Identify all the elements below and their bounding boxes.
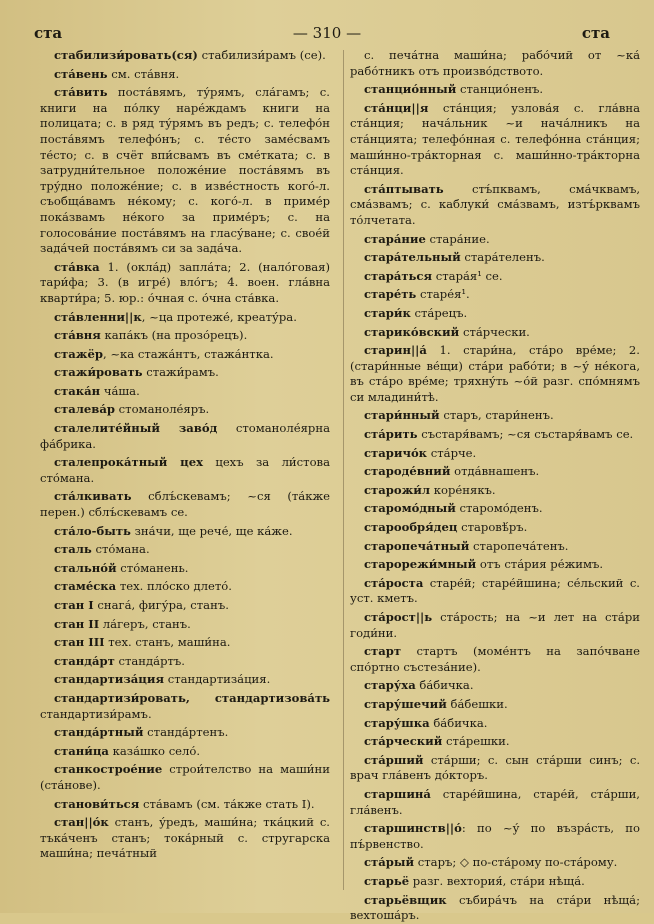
dictionary-entry	[40, 815, 330, 862]
entry-headword: стандартиза́ция	[54, 672, 165, 687]
entry-definition: станда́ртъ.	[114, 653, 185, 668]
entry-definition: станцио́ненъ.	[456, 82, 544, 97]
entry-headword: сталепрока́тный цех	[54, 455, 203, 470]
dictionary-entry	[40, 672, 330, 688]
entry-definition: каза́шко село́.	[108, 743, 201, 758]
dictionary-entry	[350, 716, 640, 732]
dictionary-entry	[40, 48, 330, 64]
entry-headword: ста́рост||ь	[364, 610, 433, 624]
dictionary-entry	[350, 610, 640, 641]
entry-definition: ча́ша.	[100, 383, 140, 398]
entry-definition: тех. станъ, маши́на.	[104, 635, 231, 650]
entry-definition: ста́рчески.	[459, 324, 530, 339]
entry-headword: сталь	[54, 542, 92, 557]
entry-headword: ста́рший	[364, 752, 424, 767]
entry-definition: , ~ка стажа́нтъ, стажа́нтка.	[102, 346, 274, 361]
entry-definition: старъ; ◇ по-ста́рому по-ста́рому.	[414, 855, 618, 870]
entry-definition: стандартизи́рамъ.	[40, 706, 152, 721]
dictionary-entry	[40, 744, 330, 760]
dictionary-entry	[40, 542, 330, 558]
dictionary-entry	[350, 787, 640, 818]
dictionary-entry	[40, 310, 330, 326]
entry-definition: състаря́вамъ; ~ся състаря́вамъ се.	[417, 427, 634, 442]
dictionary-entry	[350, 325, 640, 341]
entry-headword: сталева́р	[54, 402, 115, 417]
dictionary-entry	[40, 691, 330, 722]
dictionary-entry	[350, 427, 640, 443]
entry-headword: стака́н	[54, 383, 101, 398]
entry-definition: събира́чъ на ста́ри нѣща́; вехтоша́ръ.	[350, 892, 640, 923]
entry-definition: тех. пло́ско длето́.	[116, 579, 232, 594]
entry-definition: коре́някъ.	[430, 482, 496, 497]
entry-headword: старт	[364, 644, 402, 659]
dictionary-entry	[40, 489, 330, 520]
dictionary-entry	[40, 328, 330, 344]
entry-headword: станда́ртный	[54, 725, 144, 740]
entry-definition: стоманоле́ярна фа́брика.	[40, 421, 330, 451]
entry-headword: ста́нци||я	[364, 100, 429, 115]
right-column	[350, 48, 640, 923]
entry-headword: старорежи́мный	[364, 557, 477, 572]
dictionary-entry	[40, 365, 330, 381]
dictionary-entry	[40, 524, 330, 540]
entry-definition: цехъ за ли́стова сто́мана.	[40, 455, 330, 485]
dictionary-entry	[350, 697, 640, 713]
dictionary-entry	[350, 48, 640, 79]
dictionary-entry	[40, 762, 330, 793]
dictionary-entry	[350, 343, 640, 405]
entry-definition: см. ста́вня.	[107, 66, 180, 81]
entry-headword: старичо́к	[364, 445, 428, 460]
entry-headword: стара́тельный	[364, 250, 461, 265]
dictionary-entry	[40, 455, 330, 486]
entry-headword: старшина́	[364, 786, 431, 801]
entry-definition: разг. вехтория́, ста́ри нѣща́.	[409, 873, 585, 888]
dictionary-entry	[40, 260, 330, 307]
entry-definition: старъ, стари́ненъ.	[439, 408, 554, 423]
dictionary-entry	[40, 421, 330, 452]
dictionary-entry	[40, 617, 330, 633]
entry-definition: строи́телство на маши́ни (ста́нове).	[40, 762, 330, 792]
entry-headword: ста́вка	[54, 259, 100, 274]
entry-definition: стара́теленъ.	[460, 250, 545, 265]
entry-headword: стажёр	[54, 346, 103, 361]
entry-definition: поста́вямъ, ту́рямъ, сла́гамъ; с. книги на по́лку наре́ждамъ книги на полицата; с. в ряд ту́рямъ въ редъ; с. телефо́н поста́вямъ телефо́нъ; с. те́сто заме́свамъ те́сто; с. в счёт впи́свамъ въ сме́тката; с. в затрудни́тельное положе́ние поста́вямъ въ тру́дно положе́ние; с. в изве́стность кого́-л. съобща́вамъ не́кому; с. кого́-л. в приме́р пока́звамъ не́кого за приме́ръ; с. на голосова́ние поста́вямъ на гласу́ване; с. свое́й зада́чей поста́вямъ си за зада́ча.	[40, 85, 330, 256]
entry-headword: станкострое́ние	[54, 762, 163, 777]
dictionary-entry	[40, 85, 330, 257]
entry-headword: стани́ца	[54, 743, 109, 758]
entry-definition: ста́вамъ (см. та́кже стать I).	[139, 796, 315, 811]
dictionary-entry	[350, 576, 640, 607]
entry-definition: : по ~у́ по възра́сть, по пъ́рвенство.	[350, 821, 640, 851]
entry-headword: старопеча́тный	[364, 538, 470, 553]
page-number: — 310 —	[292, 24, 362, 42]
dictionary-entry	[350, 446, 640, 462]
dictionary-entry	[40, 347, 330, 363]
dictionary-entry	[350, 855, 640, 871]
entry-headword: старообря́дец	[364, 520, 458, 535]
entry-definition: старе́я¹.	[416, 287, 470, 302]
entry-headword: стари́к	[364, 305, 411, 320]
entry-headword: станда́рт	[54, 653, 115, 668]
entry-headword: ста́рить	[364, 427, 418, 442]
entry-headword: старе́ть	[364, 287, 417, 302]
dictionary-entry	[350, 539, 640, 555]
entry-headword: стару́шечий	[364, 696, 447, 711]
entry-definition: стоманоле́яръ.	[114, 402, 210, 417]
dictionary-entry	[350, 232, 640, 248]
entry-definition: ста́решки.	[442, 734, 510, 749]
entry-headword: ста́рый	[364, 855, 415, 870]
dictionary-entry	[40, 725, 330, 741]
dictionary-entry	[350, 734, 640, 750]
entry-definition: ста́нция; узлова́я с. гла́вна ста́нция; нача́льник ~и нача́лникъ на ста́нцията; телефо́нная с. телефо́нна ста́нция; маши́нно-тра́кторная с. маши́нно-тра́кторна ста́нция.	[350, 100, 640, 178]
entry-headword: старин||а́	[364, 343, 427, 358]
dictionary-entry	[350, 557, 640, 573]
entry-definition: ба́бичка.	[429, 715, 488, 730]
dictionary-entry	[350, 82, 640, 98]
entry-definition: станъ, у́редъ, маши́на; тка́цкий с. тъка́ченъ станъ; тока́рный с. стругарска маши́на; печа́тный	[40, 815, 330, 861]
dictionary-entry	[350, 893, 640, 924]
dictionary-entry	[350, 874, 640, 890]
entry-definition: станда́ртенъ.	[143, 725, 229, 740]
entry-definition: с. печа́тна маши́на; рабо́чий от ~ка́ рабо́тникъ отъ произво́дството.	[350, 48, 640, 78]
dictionary-entry	[350, 483, 640, 499]
entry-definition: 1. стари́на, ста́ро вре́ме; 2. (стари́нные ве́щи) ста́ри рабо́ти; в ~у́ не́кога, въ ста́ро вре́ме; тряхну́ть ~о́й разг. спо́мнямъ си младини́тѣ.	[350, 343, 640, 404]
entry-definition: ба́бешки.	[446, 696, 508, 711]
entry-headword: сталелите́йный заво́д	[54, 421, 218, 436]
entry-definition: старовѣ́ръ.	[457, 520, 528, 535]
dictionary-entry	[350, 753, 640, 784]
dictionary-entry	[40, 579, 330, 595]
entry-definition: старе́йшина, старе́й, ста́рши, гла́венъ.	[350, 786, 640, 817]
entry-headword: старьёвщик	[364, 892, 447, 907]
dictionary-entry	[350, 464, 640, 480]
entry-headword: ста́рческий	[364, 734, 443, 749]
entry-definition: ла́геръ, станъ.	[99, 616, 191, 631]
entry-definition: стабилизи́рамъ (се).	[197, 48, 326, 62]
entry-headword: староде́вний	[364, 464, 451, 479]
dictionary-entry	[350, 306, 640, 322]
entry-headword: ста́птывать	[364, 181, 444, 196]
dictionary-entry	[40, 67, 330, 83]
entry-definition: стандартиза́ция.	[164, 672, 271, 687]
header-left-guide: ста	[34, 24, 63, 42]
entry-definition: старопеча́тенъ.	[469, 538, 569, 553]
entry-definition: отда́внашенъ.	[450, 464, 540, 479]
entry-headword: старико́вский	[364, 324, 460, 339]
entry-headword: ста́роста	[364, 575, 424, 590]
page-header	[0, 24, 654, 50]
entry-definition: сто́манень.	[116, 560, 189, 575]
entry-headword: стару́ха	[364, 678, 416, 693]
entry-definition: старомо́денъ.	[455, 501, 543, 516]
dictionary-entry	[350, 101, 640, 179]
entry-headword: стан II	[54, 616, 100, 631]
left-column	[40, 48, 330, 906]
dictionary-entry	[350, 182, 640, 229]
dictionary-entry	[350, 821, 640, 852]
dictionary-entry	[350, 501, 640, 517]
entry-headword: стара́ние	[364, 231, 426, 246]
entry-definition: снага́, фигу́ра, станъ.	[93, 598, 229, 612]
entry-definition: стартъ (моме́нтъ на запо́чване спо́ртно състеза́ние).	[350, 644, 640, 674]
entry-headword: стара́ться	[364, 268, 433, 283]
dictionary-entry	[350, 287, 640, 303]
dictionary-entry	[40, 561, 330, 577]
dictionary-entry	[40, 797, 330, 813]
dictionary-entry	[40, 654, 330, 670]
entry-headword: стари́нный	[364, 408, 440, 423]
entry-headword: ста́ло-быть	[54, 523, 131, 538]
entry-definition: стара́я¹ се.	[432, 268, 503, 283]
entry-definition: стара́ние.	[425, 231, 490, 246]
entry-headword: ста́вня	[54, 328, 101, 343]
entry-headword: ста́вленни||к	[54, 309, 142, 324]
entry-headword: стально́й	[54, 560, 117, 575]
dictionary-entry	[350, 520, 640, 536]
entry-headword: стажи́ровать	[54, 365, 143, 380]
entry-headword: станцио́нный	[364, 82, 457, 97]
entry-definition: старе́й; старе́йшина; се́льский с. уст. кметъ.	[350, 575, 640, 606]
dictionary-entry	[350, 644, 640, 675]
entry-definition: ста́рче.	[427, 445, 477, 460]
entry-definition: капа́къ (на прозо́рецъ).	[100, 328, 248, 343]
dictionary-entry	[350, 678, 640, 694]
entry-headword: старомо́дный	[364, 501, 456, 516]
dictionary-entry	[350, 269, 640, 285]
entry-headword: старьё	[364, 873, 410, 888]
entry-headword: стандартизи́ровать, стандартизова́ть	[54, 690, 330, 705]
dictionary-entry	[40, 635, 330, 651]
entry-definition: зна́чи, ще рече́, ще ка́же.	[130, 523, 293, 538]
entry-headword: стабилизи́ровать(ся)	[54, 48, 198, 62]
dictionary-entry	[40, 384, 330, 400]
entry-definition: 1. (окла́д) запла́та; 2. (нало́говая) тари́фа; 3. (в игре́) вло́гъ; 4. воен. гла́вна кварти́ра; 5. юр.: о́чная с. о́чна ста́вка.	[40, 259, 330, 305]
entry-headword: старшинств||о́	[364, 821, 462, 836]
entry-headword: ста́вить	[54, 85, 108, 100]
entry-definition: стъ́пквамъ, сма́чквамъ, сма́звамъ; с. каблуки́ сма́звамъ, изтъ́рквамъ то́лчетата.	[350, 181, 640, 227]
entry-definition: , ~ца протеже́, креату́ра.	[141, 309, 297, 324]
header-right-guide: ста	[581, 24, 610, 42]
entry-definition: стажи́рамъ.	[142, 365, 219, 380]
entry-headword: ста́вень	[54, 66, 108, 81]
entry-headword: стару́шка	[364, 715, 430, 730]
column-divider	[343, 50, 344, 890]
dictionary-entry	[40, 598, 330, 614]
dictionary-entry	[40, 402, 330, 418]
dictionary-entry	[350, 250, 640, 266]
entry-definition: отъ ста́рия ре́жимъ.	[476, 557, 604, 572]
entry-headword: стан||о́к	[54, 815, 109, 830]
entry-definition: ста́рецъ.	[410, 305, 468, 320]
entry-headword: стан I	[54, 598, 94, 612]
entry-headword: стаме́ска	[54, 579, 117, 594]
entry-definition: ста́рши; с. сын ста́рши синъ; с. врач гла́венъ до́кторъ.	[350, 752, 640, 783]
entry-definition: ба́бичка.	[415, 678, 474, 693]
entry-headword: стан III	[54, 635, 105, 650]
entry-headword: старожи́л	[364, 482, 431, 497]
entry-headword: ста́лкивать	[54, 489, 132, 504]
entry-definition: сто́мана.	[91, 542, 150, 557]
entry-definition: ста́рость; на ~и лет на ста́ри годи́ни.	[350, 610, 640, 640]
dictionary-entry	[350, 408, 640, 424]
entry-definition: сблъ́скевамъ; ~ся (та́кже перен.) сблъ́скевамъ се.	[40, 489, 330, 520]
entry-headword: станови́ться	[54, 796, 140, 811]
